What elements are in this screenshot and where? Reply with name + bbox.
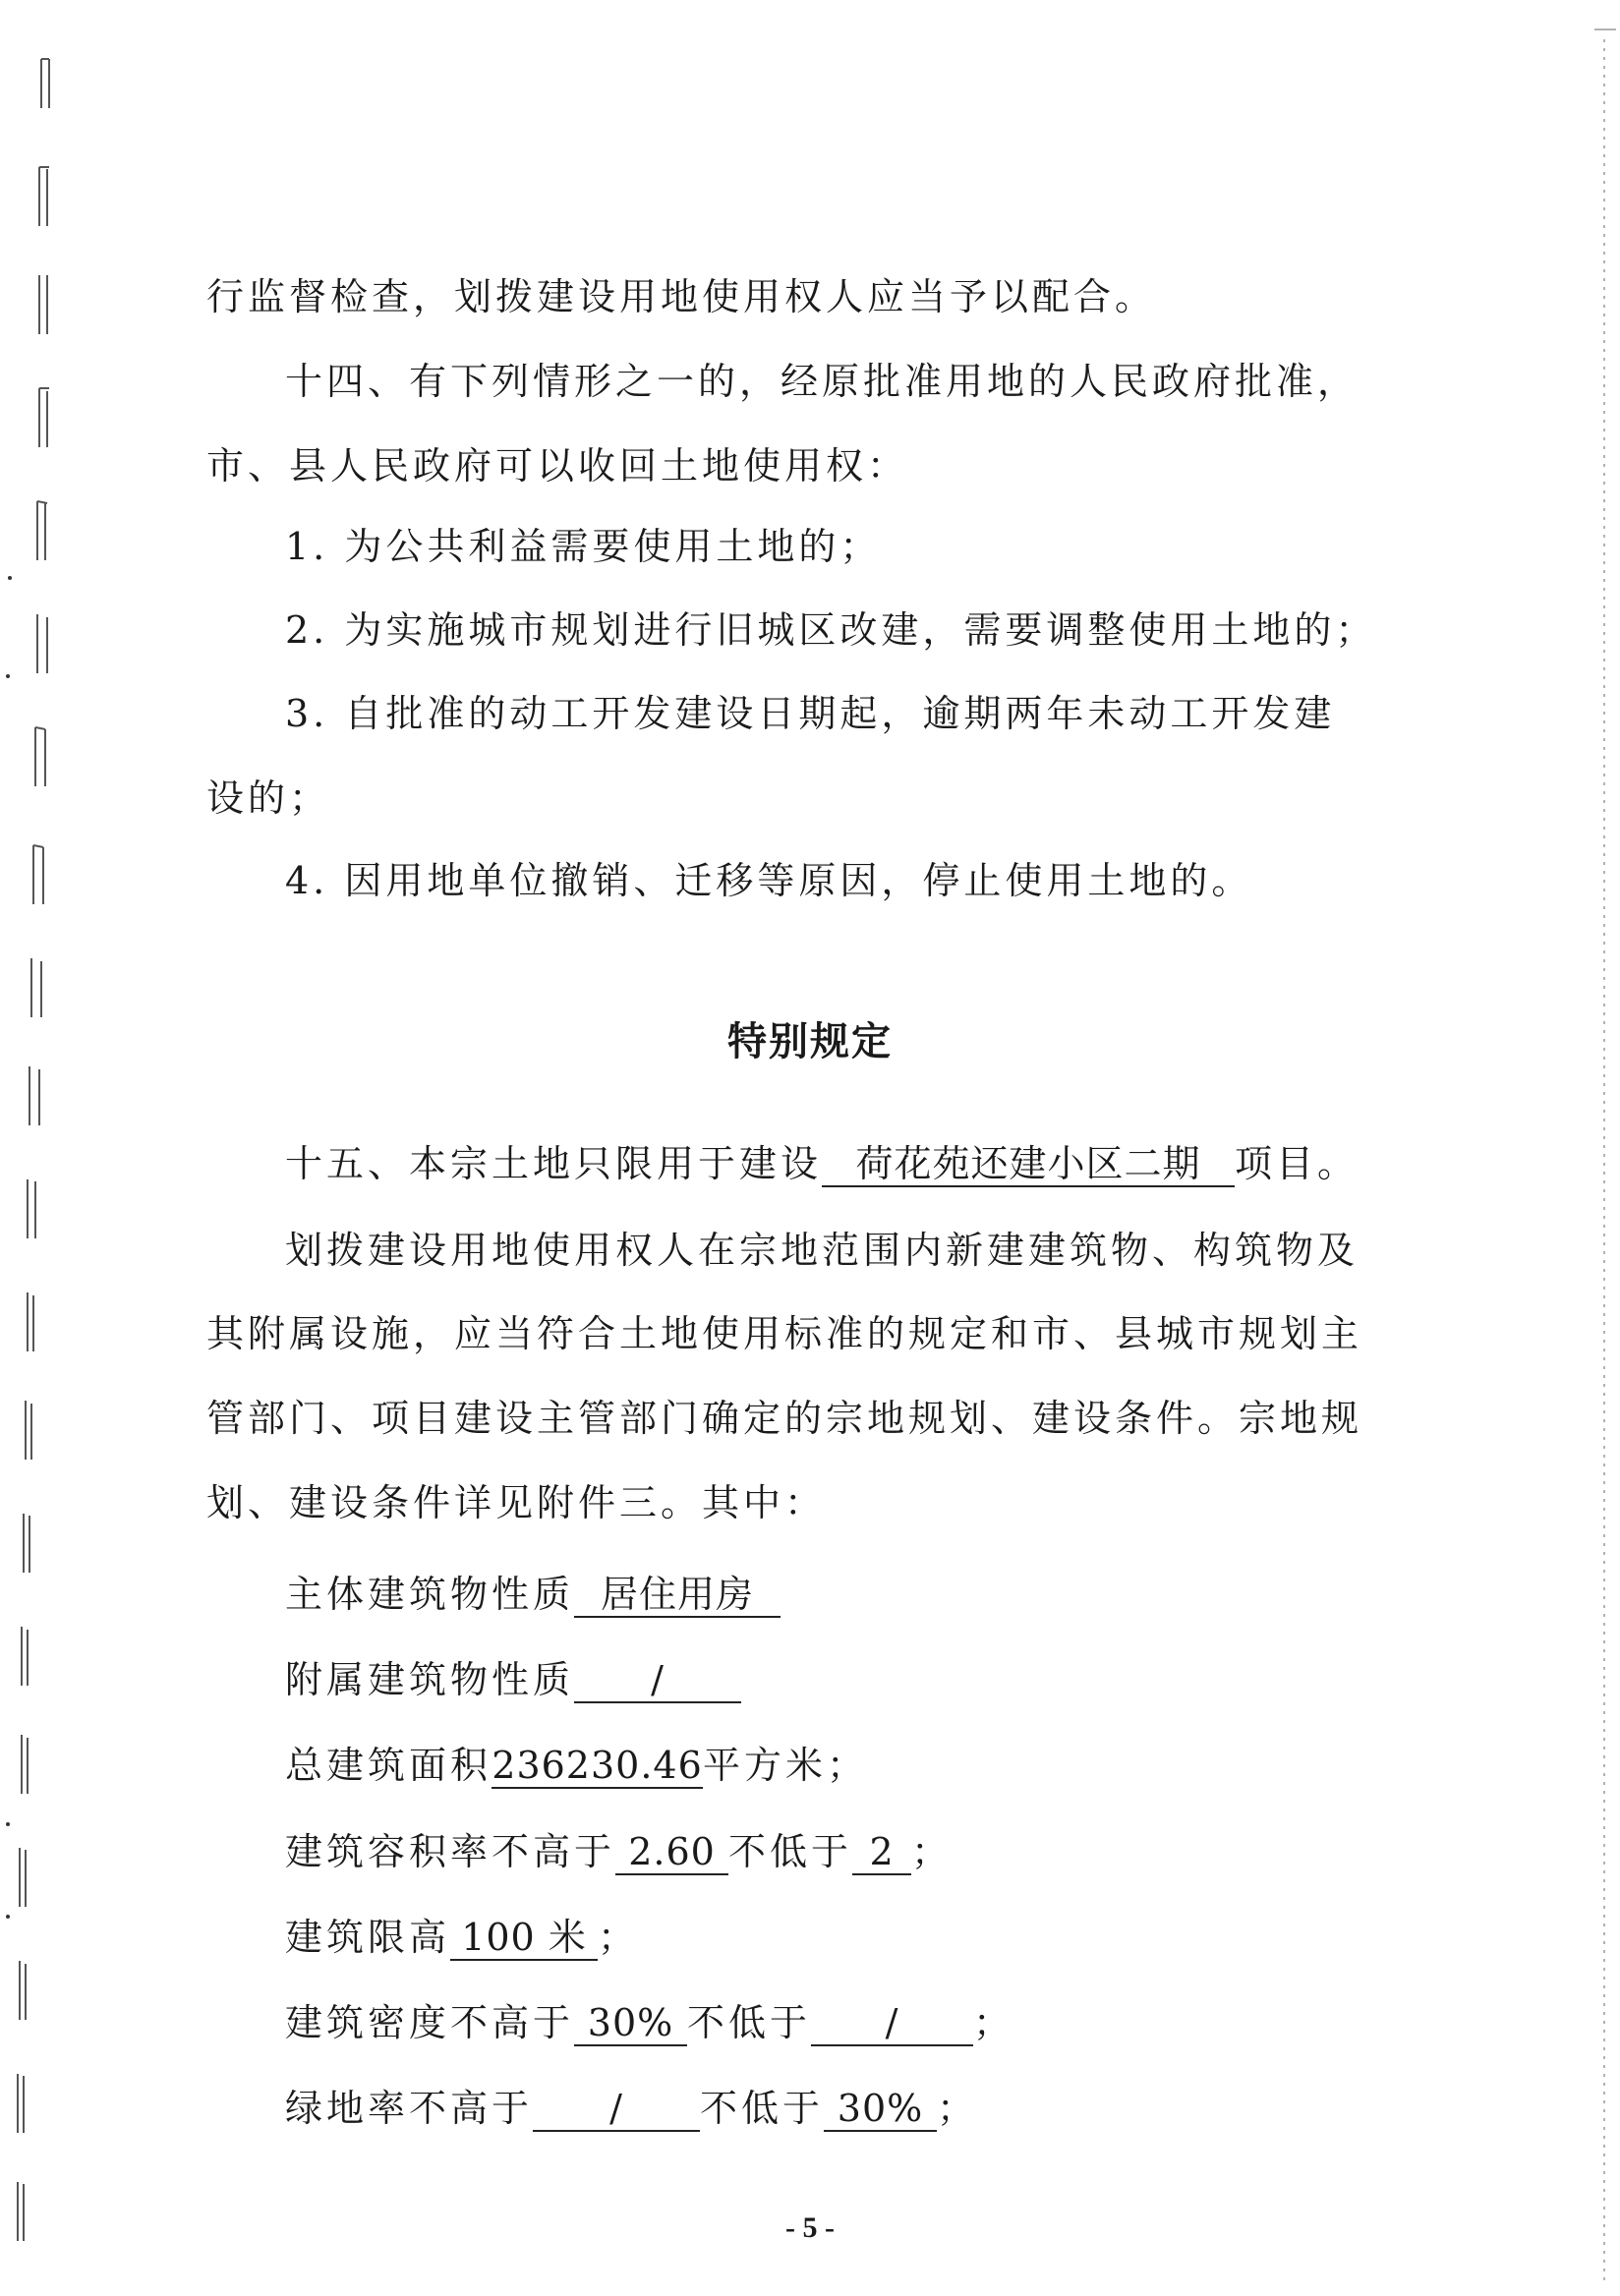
- far-min-value: 2: [852, 1830, 911, 1875]
- green-ratio: [285, 2085, 978, 2132]
- list-item-1: 1. 为公共利益需要使用土地的；: [285, 525, 882, 568]
- aux-nature-label: 附属建筑物性质: [285, 1658, 575, 1701]
- main-nature-value: 居住用房: [574, 1573, 781, 1618]
- green-mid: 不低于: [700, 2087, 825, 2130]
- density-end: ；: [973, 2001, 1015, 2044]
- height-value: 100 米: [450, 1916, 598, 1961]
- green-min-value: 30%: [824, 2087, 937, 2132]
- para-line-3: 管部门、项目建设主管部门确定的宗地规划、建设条件。宗地规: [206, 1397, 1363, 1440]
- area-label: 总建筑面积: [285, 1744, 492, 1787]
- binding-marks: [0, 0, 88, 2296]
- clause-14-line-1: 十四、有下列情形之一的，经原批准用地的人民政府批准，: [285, 360, 1360, 403]
- main-nature-label: 主体建筑物性质: [285, 1573, 575, 1616]
- density-max-value: 30%: [574, 2001, 687, 2046]
- height-label: 建筑限高: [285, 1916, 451, 1959]
- list-item-3-cont: 设的；: [206, 776, 331, 820]
- aux-building-nature: [285, 1656, 741, 1703]
- area-value: 236230.46: [492, 1744, 703, 1787]
- clause-15: [285, 1140, 1359, 1187]
- para-line-1: 划拨建设用地使用权人在宗地范围内新建建筑物、构筑物及: [285, 1229, 1360, 1272]
- density-min-value: /: [811, 2001, 973, 2046]
- para-line-2: 其附属设施，应当符合土地使用标准的规定和市、县城市规划主: [206, 1312, 1363, 1355]
- page-number: - 5 -: [785, 2211, 835, 2244]
- clause-15-prefix: 十五、本宗土地只限用于建设: [285, 1142, 823, 1185]
- far-mid: 不低于: [728, 1830, 853, 1873]
- main-building-nature: [285, 1571, 781, 1618]
- far-max-value: 2.60: [615, 1830, 728, 1875]
- section-heading: 特别规定: [727, 1019, 893, 1064]
- building-density: [285, 1999, 1014, 2046]
- list-item-3: 3. 自批准的动工开发建设日期起，逾期两年未动工开发建: [285, 692, 1336, 735]
- total-floor-area: [285, 1742, 868, 1789]
- height-end: ；: [598, 1916, 640, 1959]
- aux-nature-value: /: [574, 1658, 741, 1703]
- para-line-4: 划、建设条件详见附件三。其中：: [206, 1481, 827, 1524]
- clause-14-line-2: 市、县人民政府可以收回土地使用权：: [206, 444, 909, 488]
- edge-marks: [1591, 0, 1620, 2296]
- green-end: ；: [937, 2087, 979, 2130]
- far-label: 建筑容积率不高于: [285, 1830, 616, 1873]
- project-name-field: 荷花苑还建小区二期: [822, 1142, 1235, 1187]
- density-mid: 不低于: [687, 2001, 812, 2044]
- green-label: 绿地率不高于: [285, 2087, 534, 2130]
- list-item-4: 4. 因用地单位撤销、迁移等原因，停止使用土地的。: [285, 859, 1253, 902]
- green-max-value: /: [533, 2087, 700, 2132]
- text-line-1: 行监督检查，划拨建设用地使用权人应当予以配合。: [206, 275, 1157, 318]
- list-item-2: 2. 为实施城市规划进行旧城区改建，需要调整使用土地的；: [285, 608, 1377, 652]
- plot-ratio: [285, 1828, 953, 1875]
- area-unit: 平方米；: [703, 1744, 869, 1787]
- far-end: ；: [911, 1830, 954, 1873]
- height-limit: [285, 1914, 639, 1961]
- clause-15-suffix: 项目。: [1235, 1142, 1360, 1185]
- density-label: 建筑密度不高于: [285, 2001, 575, 2044]
